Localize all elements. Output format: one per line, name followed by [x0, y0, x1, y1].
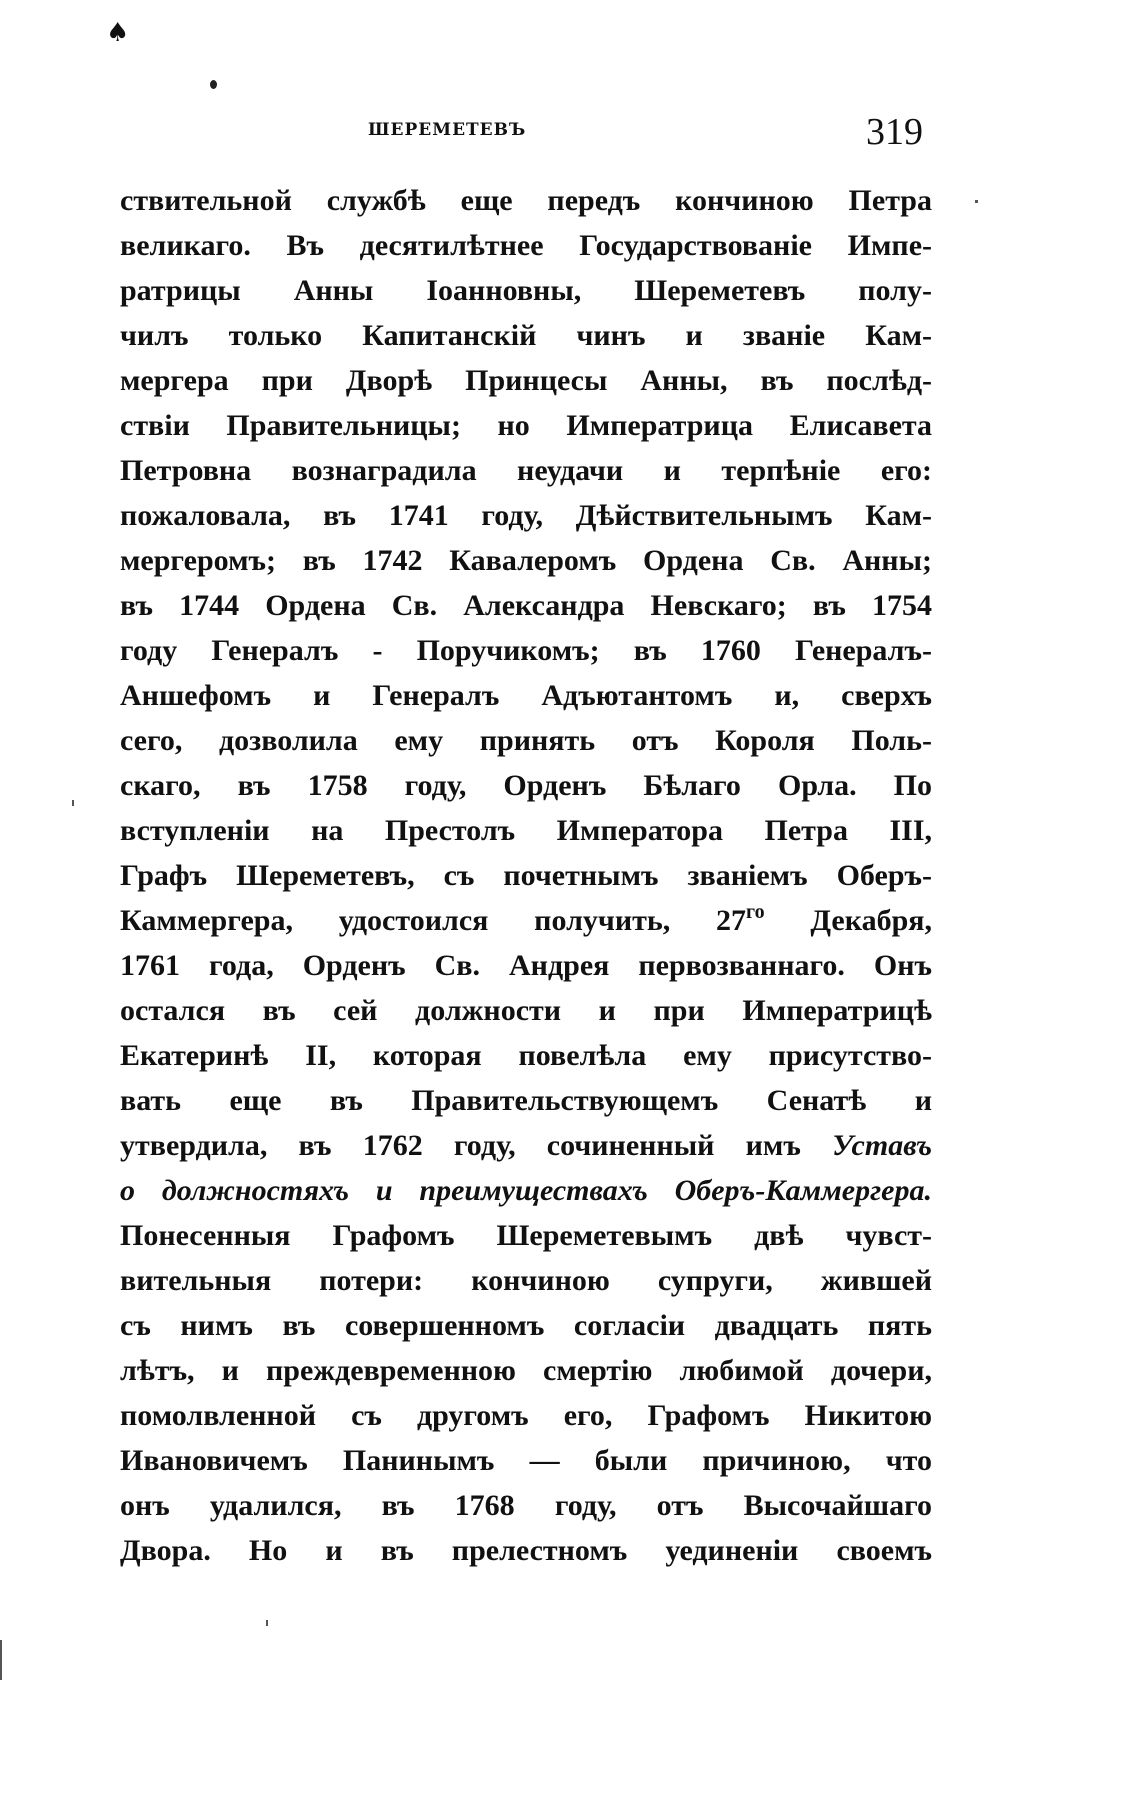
- text-line: чилъ только Капитанскій чинъ и званіе Кам-: [120, 319, 932, 352]
- text-line: въ 1744 Ордена Св. Александра Невскаго; въ 1754: [120, 589, 932, 622]
- text-line: съ нимъ въ совершенномъ согласіи двадцать пять: [120, 1309, 932, 1342]
- text-line: Екатеринѣ II, которая повелѣла ему присутство-: [120, 1039, 932, 1072]
- text-line: пожаловала, въ 1741 году, Дѣйствительнымъ Кам-: [120, 499, 932, 532]
- text-line: ратрицы Анны Іоанновны, Шереметевъ полу-: [120, 274, 932, 307]
- text-line: вительныя потери: кончиною супруги, жившей: [120, 1264, 932, 1297]
- date-month: Декабря,: [810, 904, 932, 937]
- date-number: 27: [716, 904, 747, 937]
- text-line-with-italic: [120, 1123, 932, 1168]
- text-line: Ивановичемъ Панинымъ — были причиною, что: [120, 1444, 932, 1477]
- text-line: помолвленной съ другомъ его, Графомъ Никитою: [120, 1399, 932, 1432]
- text-line: скаго, въ 1758 году, Орденъ Бѣлаго Орла. По: [120, 769, 932, 802]
- margin-mark: [266, 1620, 268, 1626]
- text-line: Понесенныя Графомъ Шереметевымъ двѣ чувст-: [120, 1219, 932, 1252]
- body-text: [120, 178, 932, 1573]
- italic-title: Уставъ: [832, 1129, 932, 1162]
- text-line: великаго. Въ десятилѣтнее Государствованіе Импе-: [120, 229, 932, 262]
- text-line: ствительной службѣ еще передъ кончиною Петра: [120, 184, 932, 217]
- ink-dot: [210, 80, 217, 89]
- text-line: вступленіи на Престолъ Императора Петра III,: [120, 814, 932, 847]
- date-superscript: го: [746, 901, 765, 923]
- text-line: Графъ Шереметевъ, съ почетнымъ званіемъ Оберъ-: [120, 859, 932, 892]
- text-line: остался въ сей должности и при Императрицѣ: [120, 994, 932, 1027]
- text-line: лѣтъ, и преждевременною смертію любимой дочери,: [120, 1354, 932, 1387]
- text-line-with-date: [120, 898, 932, 943]
- text-line: 1761 года, Орденъ Св. Андрея первозваннаго. Онъ: [120, 949, 932, 982]
- margin-mark: [72, 800, 74, 806]
- text-line: Аншефомъ и Генералъ Адъютантомъ и, сверхъ: [120, 679, 932, 712]
- text-line: мергеромъ; въ 1742 Кавалеромъ Ордена Св. Анны;: [120, 544, 932, 577]
- running-head: ШЕРЕМЕТЕВЪ: [368, 120, 527, 140]
- text-line: мергера при Дворѣ Принцесы Анны, въ послѣд-: [120, 364, 932, 397]
- text-line: вать еще въ Правительствующемъ Сенатѣ и: [120, 1084, 932, 1117]
- text-line: Двора. Но и въ прелестномъ уединеніи своемъ: [120, 1534, 932, 1567]
- margin-mark: [0, 1640, 2, 1680]
- page-number: 319: [866, 111, 923, 153]
- text-span: Каммергера, удостоился получить,: [120, 904, 671, 937]
- text-line: сего, дозволила ему принять отъ Короля Поль-: [120, 724, 932, 757]
- text-line: онъ удалился, въ 1768 году, отъ Высочайшаго: [120, 1489, 932, 1522]
- text-line: ствіи Правительницы; но Императрица Елисавета: [120, 409, 932, 442]
- italic-line: о должностяхъ и преимуществахъ Оберъ-Каммергера.: [120, 1174, 932, 1207]
- text-span: утвердила, въ 1762 году, сочиненный имъ: [120, 1129, 801, 1162]
- text-line: году Генералъ - Поручикомъ; въ 1760 Генералъ-: [120, 634, 932, 667]
- margin-mark: [975, 200, 978, 203]
- ornament-icon: ♠: [106, 18, 130, 48]
- text-line: Петровна вознаградила неудачи и терпѣніе его:: [120, 454, 932, 487]
